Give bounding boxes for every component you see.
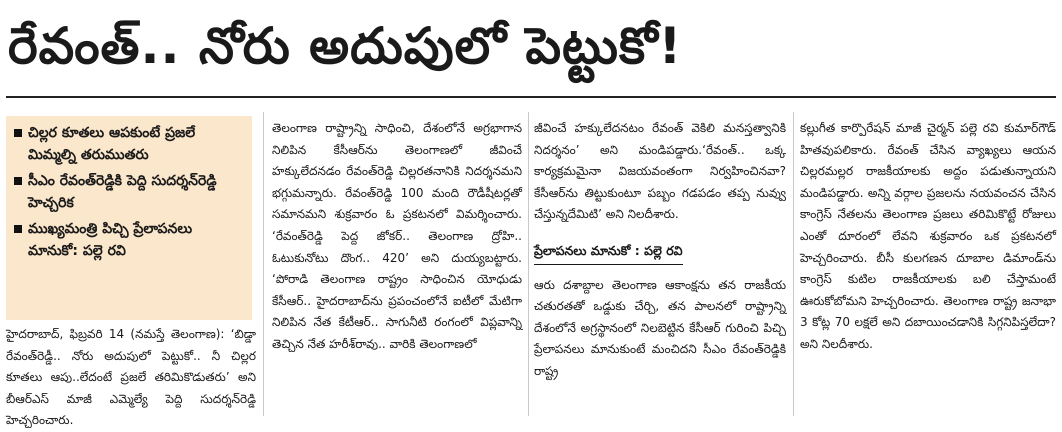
highlight-item — [12, 170, 246, 214]
article-paragraph: తెలంగాణ రాష్ట్రాన్ని సాధించి, దేశంలోనే అగ్రభాగాన నిలిపిన కేసీఆర్‌ను తెలంగాణలో జీవించే హక్కులేదనడం రేవంత్‌రెడ్డి చిల్లరతనానికి నిదర్శనమని భగ్గుమన్నారు. రేవంత్‌రెడ్డి 100 మంది రౌడీషీటర్లతో సమానమని శుక్రవారం ఓ ప్రకటనలో విమర్శించారు. ‘రేవంత్‌రెడ్డి పెద్ద జోకర్‌.. తెలంగాణ ద్రోహి.. ఓటుకునోటు దొంగ.. 420’ అని దుయ్యబట్టారు. ‘పోరాడి తెలంగాణ రాష్ట్రం సాధించిన యోధుడు కేసీఆర్‌.. హైదరాబాద్‌ను ప్రపంచంలోనే ఐటీలో మేటిగా నిలిపిన నేత కేటీఆర్‌.. సాగునీటి రంగంలో విప్లవాన్ని తెచ్చిన నేత హరీశ్‌రావు.. వారికి తెలంగాణలో — [272, 121, 522, 351]
article-column-4 — [800, 118, 1056, 356]
headline-rule — [6, 96, 1056, 98]
article-paragraph: హైదరాబాద్‌, ఫిబ్రవరి 14 (నమస్తే తెలంగాణ): ‘బిడ్డా రేవంత్‌రెడ్డీ.. నోరు అదుపులో పెట్టుకో.. నీ చిల్లర కూతలు ఆపు..లేదంటే ప్రజలే తరిమికొడుతరు’ అని బీఆర్‌ఎస్‌ మాజీ ఎమ్మెల్యే పెద్ది సుదర్శన్‌రెడ్డి హెచ్చరించారు. — [6, 327, 256, 428]
highlight-item — [12, 218, 246, 262]
article-paragraph: ఆరు దశాబ్దాల తెలంగాణ ఆకాంక్షను తన రాజకీయ చతురతతో ఒడ్డుకు చేర్చి, తన పాలనలో రాష్ట్రాన్ని దేశంలోనే అగ్రస్థానంలో నిలబెట్టిన కేసీఆర్‌ గురించి పిచ్చి ప్రేలాపనలు మానుకుంటే మంచిదని సీఎం రేవంత్‌రెడ్డికి రాష్ట్ర — [534, 277, 786, 378]
bullet-square-icon — [14, 225, 22, 233]
column-divider — [528, 112, 529, 416]
article-column-3 — [534, 118, 786, 383]
highlight-text: ముఖ్యమంత్రి పిచ్చి ప్రేలాపనలు మానుకో: పల్లె రవి — [28, 221, 193, 259]
highlights-box — [6, 116, 252, 320]
column-divider — [263, 112, 264, 416]
article-paragraph: కల్లుగీత కార్పొరేషన్‌ మాజీ చైర్మన్‌ పల్లె రవి కుమార్‌గౌడ్‌ హితవుపలికారు. రేవంత్‌ చేసిన వ్యాఖ్యలు ఆయన చిల్లరమల్లర రాజకీయాలకు అద్దం పడుతున్నాయని మండిపడ్డారు. అన్ని వర్గాల ప్రజలను నయవంచన చేసిన కాంగ్రెస్‌ నేతలను తెలంగాణ ప్రజలు తరిమికొట్టే రోజులు ఎంతో దూరంలో లేవని శుక్రవారం ఒక ప్రకటనలో హెచ్చరించారు. బీసీ కులగణన దూబాల డిమాండ్‌ను కాంగ్రెస్‌ కుటిల రాజకీయాలకు బలి చేస్తామంటే ఊరుకోబోమని హెచ్చరించారు. తెలంగాణ రాష్ట్ర జనాభా 3 కోట్ల 70 లక్షలే అని దబాయించడానికి సిగ్గనిపిస్తలేదా? అని నిలదీశారు. — [800, 121, 1056, 351]
bullet-square-icon — [14, 129, 22, 137]
article-column-1 — [6, 324, 256, 432]
article-column-2 — [272, 118, 522, 356]
bullet-square-icon — [14, 177, 22, 185]
article-paragraph: జీవించే హక్కులేదనటం రేవంత్‌ వెకిలి మనస్తత్వానికి నిదర్శనం’ అని మండిపడ్డారు.‘రేవంత్‌.. ఒక్క కార్యక్రమమైనా విజయవంతంగా నిర్వహించినవా? కేసీఆర్‌ను తిట్టుకుంటూ పబ్బం గడపడం తప్ప నువ్వు చేస్తున్నదేమిటి’ అని నిలదీశారు. — [534, 121, 786, 222]
highlight-item — [12, 122, 246, 166]
headline: రేవంత్‌.. నోరు అదుపులో పెట్టుకో! — [8, 17, 683, 75]
subheading: ప్రేలాపనలు మానుకో : పల్లె రవి — [534, 240, 683, 265]
highlight-text: సీఎం రేవంత్‌రెడ్డికి పెద్ది సుదర్శన్‌రెడ్డి హెచ్చరిక — [28, 173, 217, 211]
highlight-text: చిల్లర కూతలు ఆపకుంటే ప్రజలే మిమ్మల్ని తరుముతరు — [28, 125, 196, 163]
column-divider — [793, 112, 794, 416]
